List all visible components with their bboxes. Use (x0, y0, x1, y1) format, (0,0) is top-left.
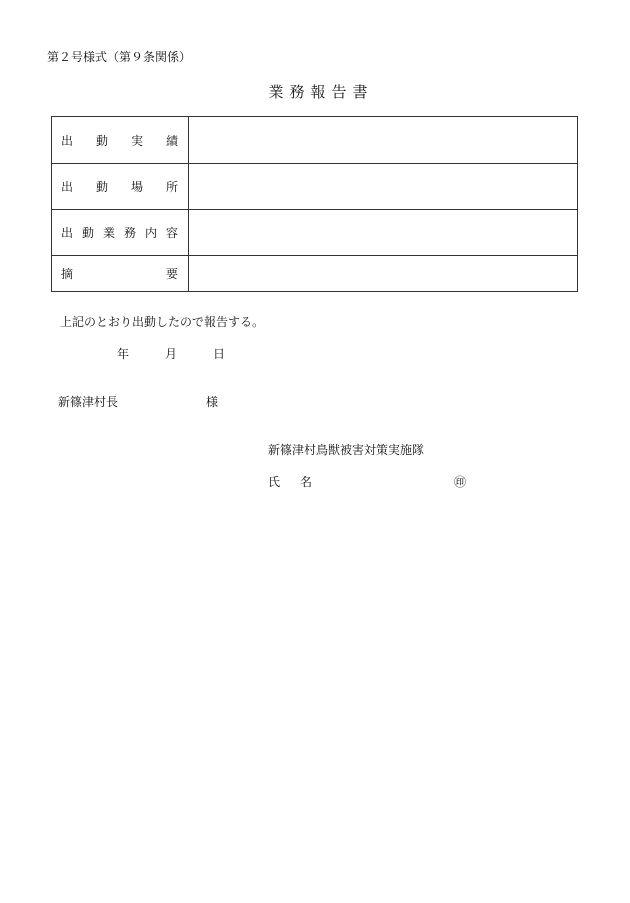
label-char: 場 (130, 180, 143, 194)
label-char: 動 (81, 226, 94, 240)
value-dispatch-record[interactable] (189, 117, 578, 164)
label-char: 要 (165, 267, 178, 281)
name-label-char: 名 (300, 475, 313, 489)
label-dispatch-location (52, 164, 189, 210)
statement-text: 上記のとおり出動したので報告する。 (60, 315, 265, 329)
value-dispatch-location[interactable] (189, 164, 578, 210)
label-dispatch-work (52, 210, 189, 256)
value-remarks[interactable] (189, 256, 578, 292)
label-char: 動 (95, 133, 108, 148)
table-row-dispatch-record (52, 117, 578, 164)
label-char: 績 (165, 133, 178, 148)
label-char: 容 (165, 226, 178, 240)
label-char: 出 (61, 180, 74, 194)
label-char: 動 (95, 180, 108, 194)
form-number: 第２号様式（第９条関係） (47, 50, 192, 64)
date-month-label: 月 (165, 347, 178, 361)
label-char: 業 (102, 226, 115, 240)
reporter-name-label (268, 473, 312, 490)
label-char: 摘 (61, 267, 74, 281)
name-label-char: 氏 (268, 475, 281, 489)
label-char: 出 (61, 226, 74, 240)
table-row-remarks (52, 256, 578, 292)
label-char: 務 (123, 226, 136, 240)
table-row-dispatch-work (52, 210, 578, 256)
label-char: 出 (61, 133, 74, 148)
label-char: 実 (130, 133, 143, 148)
label-remarks (52, 256, 189, 292)
date-year-label: 年 (117, 347, 130, 361)
table-row-dispatch-location (52, 164, 578, 210)
date-day-label: 日 (213, 347, 226, 361)
report-table (51, 116, 578, 292)
reporter-organization: 新篠津村鳥獣被害対策実施隊 (268, 443, 425, 457)
addressee-honorific: 様 (206, 395, 219, 409)
label-char: 内 (144, 226, 157, 240)
label-dispatch-record (52, 117, 189, 164)
value-dispatch-work[interactable] (189, 210, 578, 256)
document-title: 業務報告書 (268, 83, 374, 101)
label-char: 所 (165, 180, 178, 194)
addressee-name: 新篠津村長 (58, 395, 119, 409)
seal-icon: ㊞ (454, 475, 467, 489)
